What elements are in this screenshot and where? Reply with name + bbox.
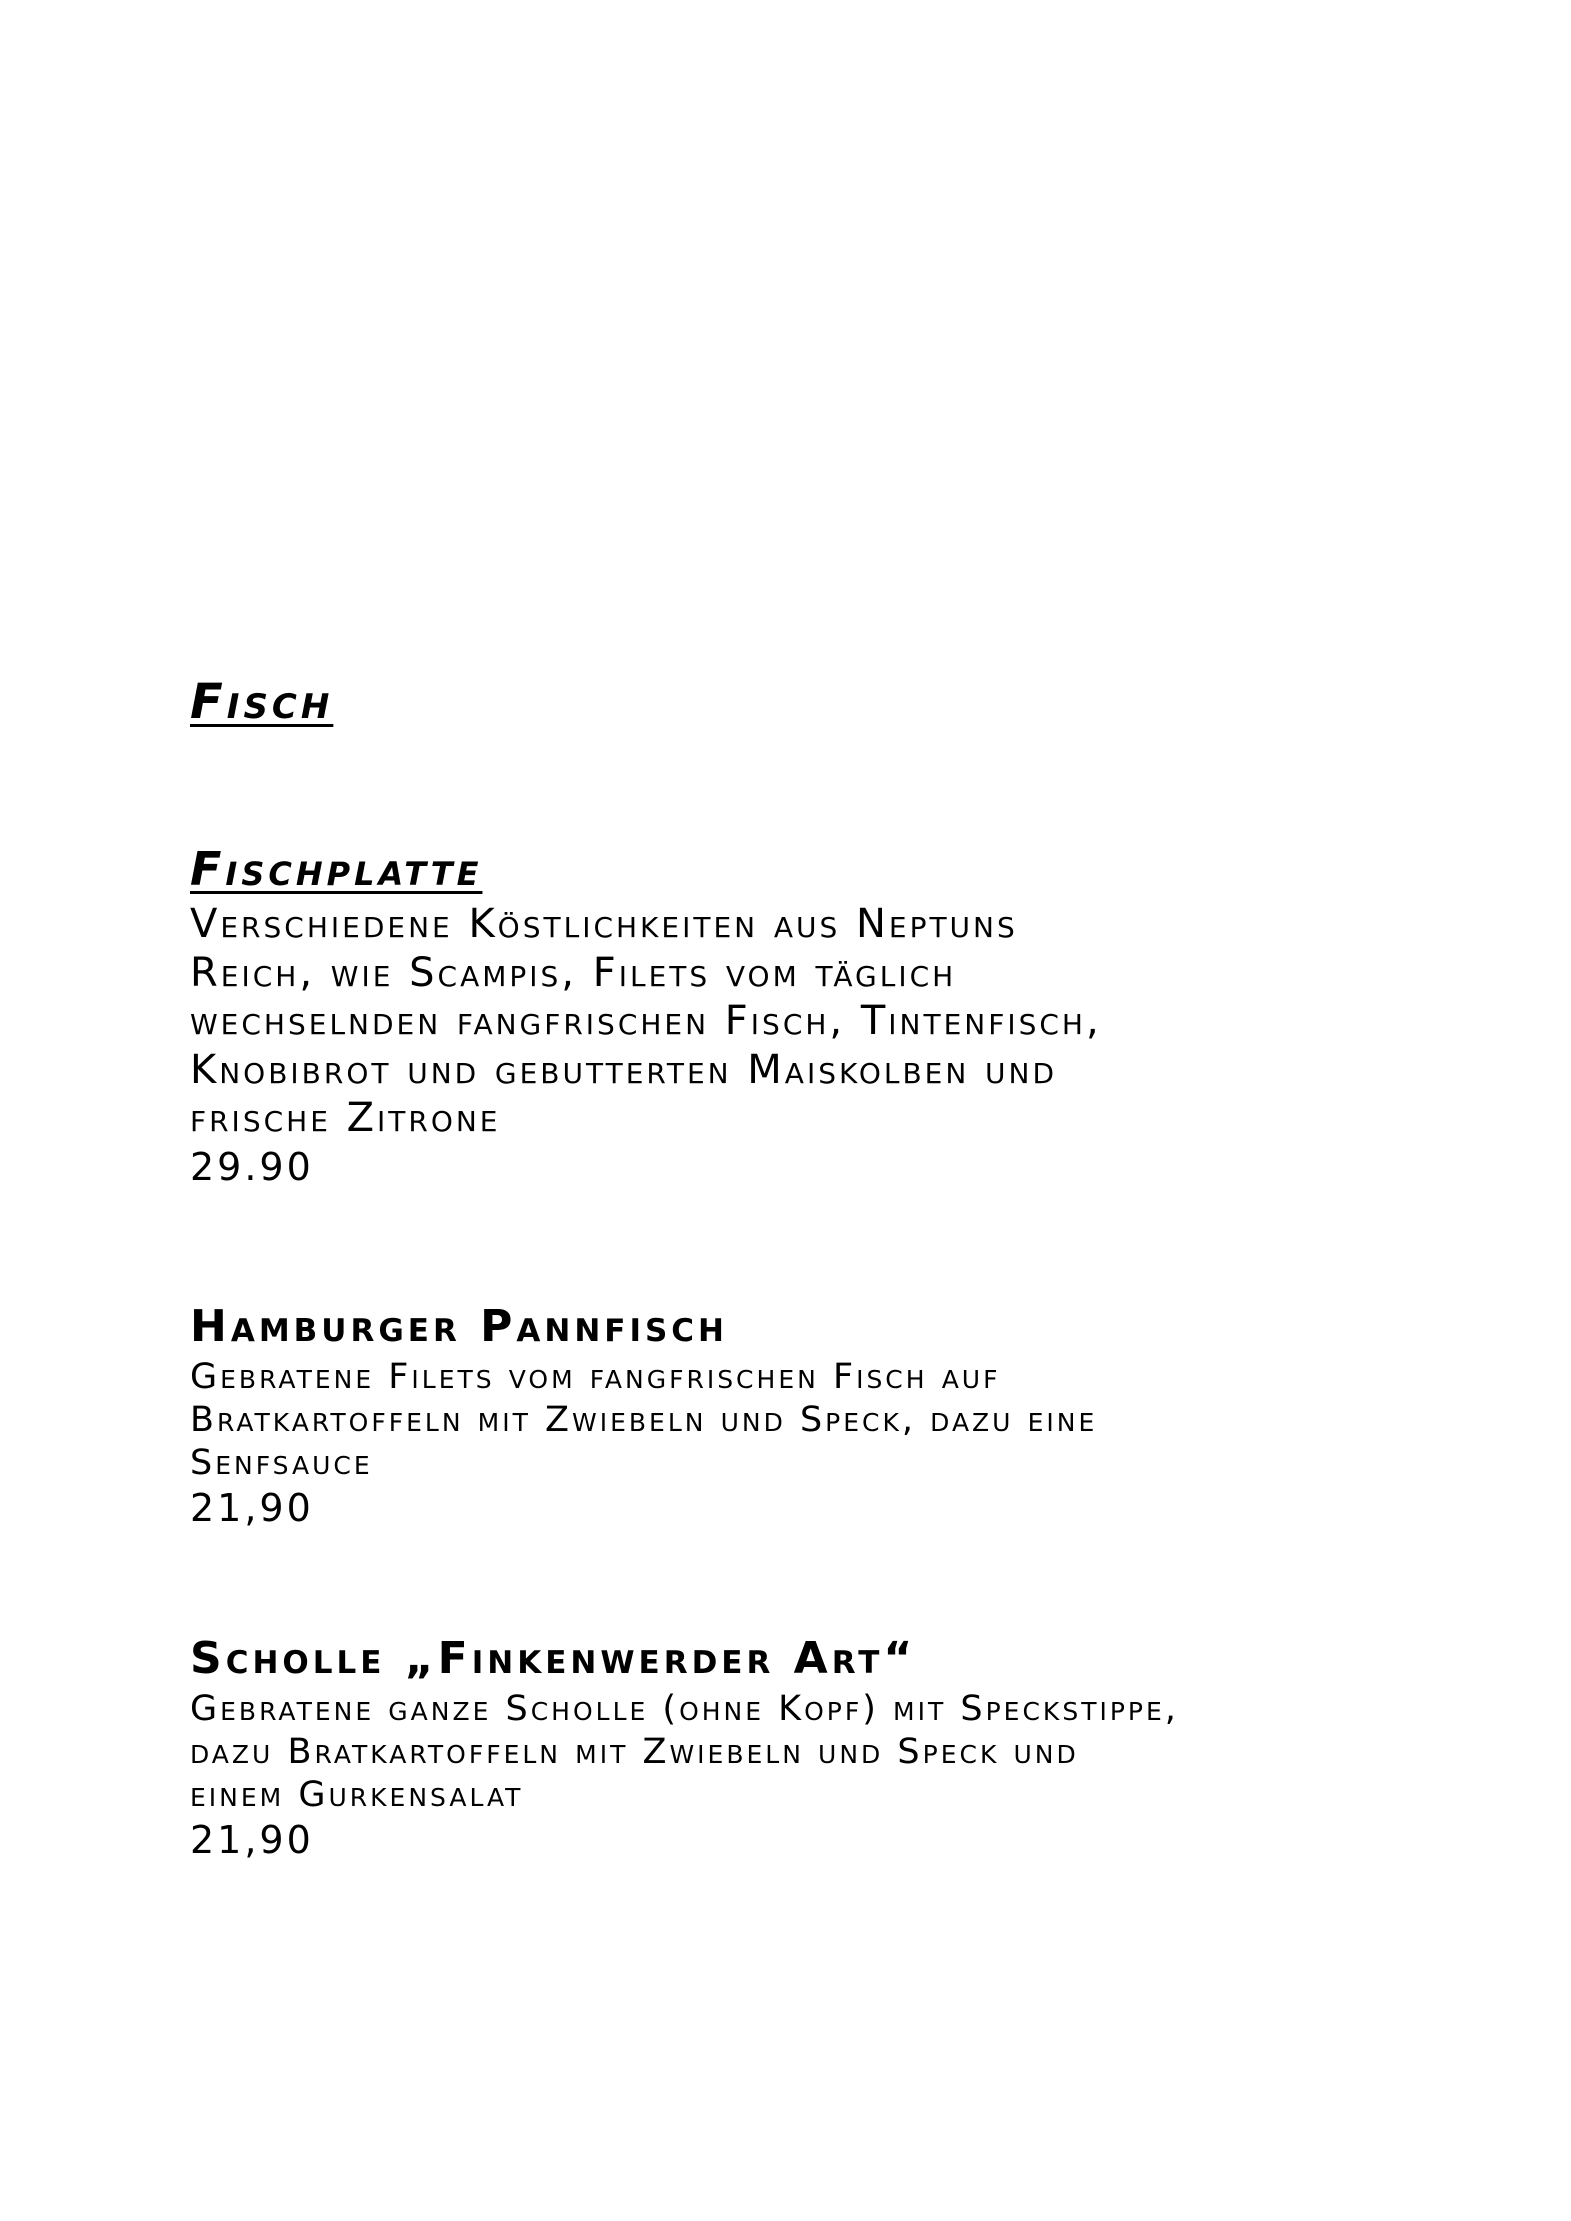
item-price: 21,90	[190, 1818, 314, 1862]
description-line: wechselnden fangfrischen Fisch, Tintenfisch,	[190, 998, 1102, 1044]
item-name: Scholle „Finkenwerder Art“	[190, 1633, 917, 1684]
item-name: Fischplatte	[190, 842, 483, 896]
description-line: einem Gurkensalat	[190, 1775, 524, 1815]
menu-item-scholle	[190, 1630, 1179, 1863]
description-line: Verschiedene Köstlichkeiten aus Neptuns	[190, 901, 1018, 947]
item-price: 21,90	[190, 1486, 314, 1530]
item-description	[190, 900, 1102, 1143]
description-line: Reich, wie Scampis, Filets vom täglich	[190, 949, 957, 996]
item-description	[190, 1356, 1097, 1485]
description-line: Gebratene Filets vom fangfrischen Fisch auf	[190, 1357, 1001, 1397]
menu-page	[190, 0, 1490, 2221]
description-line: Gebratene ganze Scholle (ohne Kopf) mit Speckstippe,	[190, 1689, 1179, 1729]
description-line: frische Zitrone	[190, 1095, 501, 1141]
description-line: Bratkartoffeln mit Zwiebeln und Speck, dazu eine	[190, 1400, 1098, 1440]
section-title: Fisch	[190, 674, 334, 730]
item-name: Hamburger Pannfisch	[190, 1301, 729, 1352]
menu-item-fischplatte	[190, 838, 1102, 1191]
description-line: Knobibrot und gebutterten Maiskolben und	[190, 1046, 1058, 1093]
description-line: dazu Bratkartoffeln mit Zwiebeln und Speck und	[190, 1732, 1079, 1772]
description-line: Senfsauce	[190, 1443, 373, 1483]
item-price: 29.90	[190, 1144, 314, 1189]
menu-item-hamburger-pannfisch	[190, 1298, 1097, 1531]
item-description	[190, 1688, 1179, 1817]
